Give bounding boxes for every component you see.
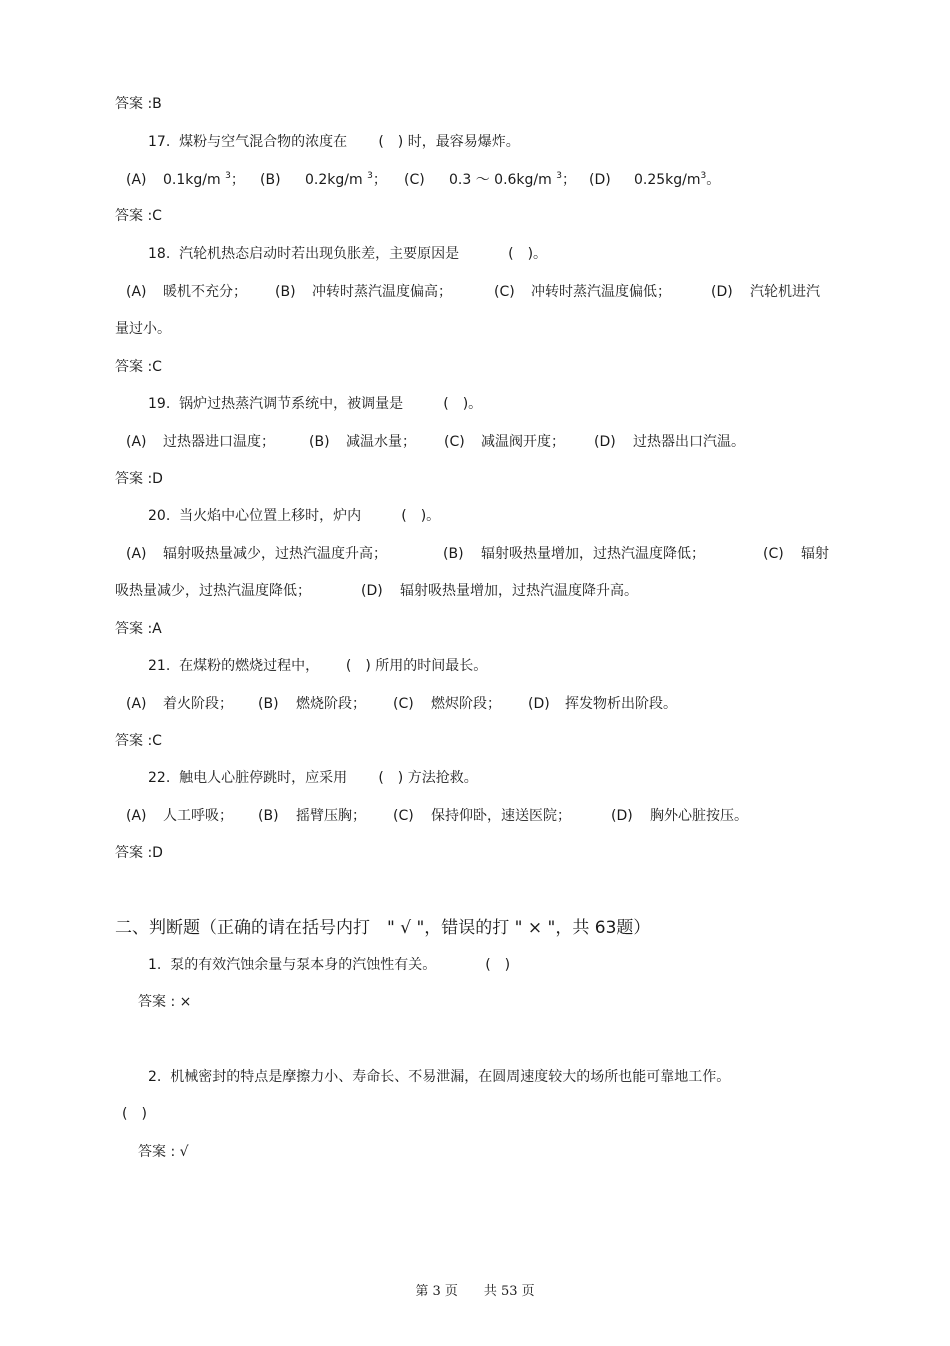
question-stem: 锅炉过热蒸汽调节系统中，被调量是 (179, 396, 404, 412)
option-b: 减温水量； (346, 434, 416, 450)
option-b-label: (B) (275, 284, 296, 300)
question-17 (148, 132, 520, 152)
question-tail: 所用的时间最长。 (375, 658, 488, 674)
option-a: 辐射吸热量减少，过热汽温度升高； (163, 546, 387, 562)
option-d-label: (D) (361, 583, 383, 599)
option-d-label: (D) (594, 434, 616, 450)
option-d-label: (D) (589, 172, 611, 188)
judgement-2 (148, 1067, 730, 1087)
option-c-label: (C) (393, 808, 414, 824)
judgement-1-answer: 答案 : × (138, 994, 192, 1010)
option-c: 冲转时蒸汽温度偏低； (531, 284, 671, 300)
question-stem: 触电人心脏停跳时，应采用 (179, 770, 348, 786)
option-c-continuation: 吸热量减少，过热汽温度降低； (115, 583, 311, 599)
question-stem: 煤粉与空气混合物的浓度在 (179, 134, 348, 150)
option-a-label: (A) (126, 546, 147, 562)
option-b-label: (B) (258, 808, 279, 824)
option-b: 摇臂压胸； (296, 808, 366, 824)
page-footer: 第 3 页 共 53 页 (415, 1284, 535, 1299)
question-stem: 当火焰中心位置上移时，炉内 (179, 508, 362, 524)
question-number: 22. (148, 770, 171, 786)
answer-paren: ( ) (122, 1106, 147, 1122)
answer-paren: ( )。 (508, 246, 548, 262)
question-number: 20. (148, 508, 171, 524)
section-heading: 二、判断题（正确的请在括号内打 " √ "，错误的打 " × "，共 63题） (115, 918, 651, 938)
judgement-1 (148, 955, 510, 975)
option-c-label: (C) (494, 284, 515, 300)
option-a-label: (A) (126, 696, 147, 712)
question-stem: 在煤粉的燃烧过程中， (179, 658, 320, 674)
answer-19: 答案 :D (115, 471, 163, 487)
option-c-label: (C) (393, 696, 414, 712)
question-number: 17. (148, 134, 171, 150)
option-d-label: (D) (528, 696, 550, 712)
question-20 (148, 506, 440, 526)
option-a: 0.1kg/m $^3$； (163, 171, 245, 188)
answer-paren: ( )。 (401, 508, 441, 524)
answer-18: 答案 :C (115, 359, 162, 375)
answer-21: 答案 :C (115, 733, 162, 749)
question-stem: 机械密封的特点是摩擦力小、寿命长、不易泄漏，在圆周速度较大的场所也能可靠地工作。 (170, 1069, 731, 1085)
option-c: 燃烬阶段； (431, 696, 501, 712)
option-d: 胸外心脏按压。 (650, 808, 748, 824)
question-stem: 泵的有效汽蚀余量与泵本身的汽蚀性有关。 (170, 957, 437, 973)
question-number: 21. (148, 658, 171, 674)
option-b-label: (B) (258, 696, 279, 712)
judgement-2-answer: 答案 : √ (138, 1144, 189, 1160)
option-a: 暖机不充分； (163, 284, 247, 300)
option-d-continuation: 量过小。 (115, 321, 171, 337)
option-b-label: (B) (260, 172, 281, 188)
option-a: 着火阶段； (163, 696, 233, 712)
answer-16: 答案 :B (115, 96, 162, 112)
option-c-label: (C) (763, 546, 784, 562)
option-b: 辐射吸热量增加，过热汽温度降低； (481, 546, 705, 562)
option-c: 保持仰卧，速送医院； (431, 808, 571, 824)
question-number: 2. (148, 1069, 162, 1085)
question-tail: 时，最容易爆炸。 (407, 134, 520, 150)
option-c: 减温阀开度； (481, 434, 565, 450)
option-b-label: (B) (443, 546, 464, 562)
question-18 (148, 244, 547, 264)
answer-20: 答案 :A (115, 621, 162, 637)
option-d: 挥发物析出阶段。 (565, 696, 677, 712)
answer-paren: ( ) (345, 658, 371, 674)
option-d: 过热器出口汽温。 (633, 434, 745, 450)
question-number: 1. (148, 957, 162, 973)
option-b: 冲转时蒸汽温度偏高； (312, 284, 452, 300)
option-a-label: (A) (126, 808, 147, 824)
option-a: 过热器进口温度； (163, 434, 275, 450)
question-number: 19. (148, 396, 171, 412)
option-c-label: (C) (444, 434, 465, 450)
answer-17: 答案 :C (115, 208, 162, 224)
option-d-label: (D) (611, 808, 633, 824)
question-number: 18. (148, 246, 171, 262)
answer-paren: ( ) (378, 134, 404, 150)
option-c: 0.3 ～ 0.6kg/m $^3$； (449, 171, 576, 188)
question-tail: 方法抢救。 (407, 770, 478, 786)
option-d: 汽轮机进汽 (750, 284, 820, 300)
option-a-label: (A) (126, 434, 147, 450)
option-c: 辐射 (801, 546, 829, 562)
option-b: 0.2kg/m $^3$； (305, 171, 387, 188)
option-a-label: (A) (126, 172, 147, 188)
option-a-label: (A) (126, 284, 147, 300)
question-21 (148, 656, 487, 676)
question-19 (148, 394, 482, 414)
option-a: 人工呼吸； (163, 808, 233, 824)
question-stem: 汽轮机热态启动时若出现负胀差，主要原因是 (179, 246, 460, 262)
option-c-label: (C) (404, 172, 425, 188)
answer-22: 答案 :D (115, 845, 163, 861)
options-20-continuation (115, 581, 311, 601)
option-d: $0.25kg/m^3$。 (634, 171, 721, 188)
answer-paren: ( ) (485, 957, 511, 973)
option-b: 燃烧阶段； (296, 696, 366, 712)
option-d: 辐射吸热量增加，过热汽温度降升高。 (400, 583, 638, 599)
option-d-label: (D) (711, 284, 733, 300)
answer-paren: ( )。 (443, 396, 483, 412)
option-b-label: (B) (309, 434, 330, 450)
answer-paren: ( ) (378, 770, 404, 786)
question-22 (148, 768, 478, 788)
